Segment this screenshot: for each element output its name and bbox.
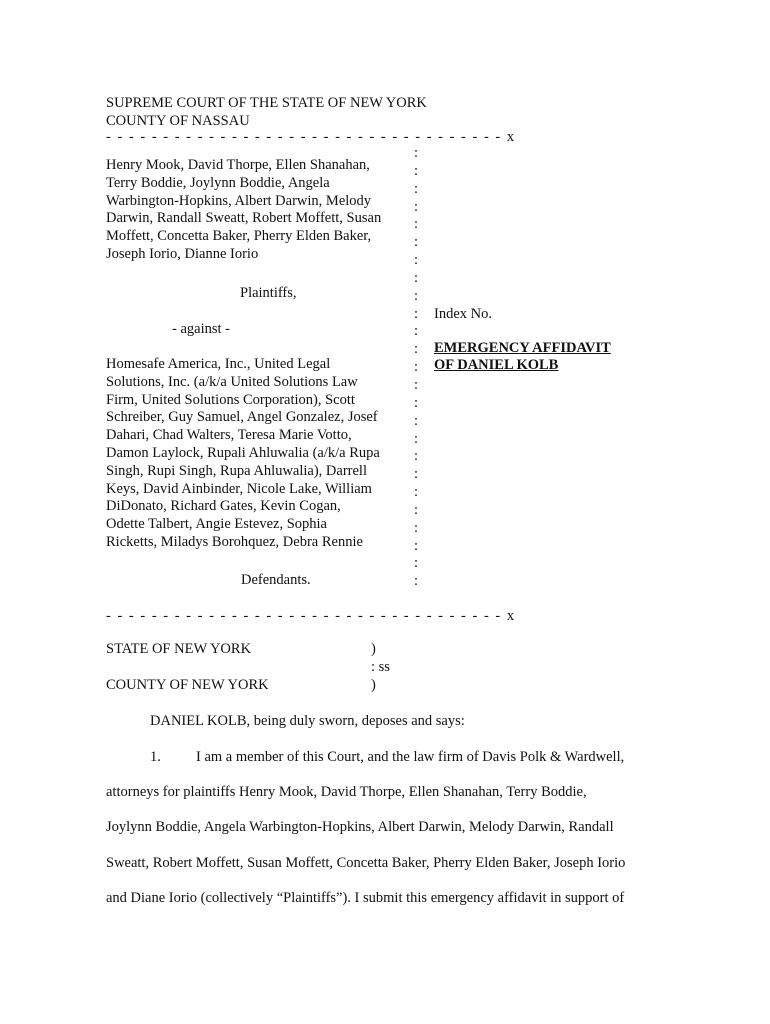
caption-colon: :	[414, 573, 419, 590]
paragraph-number: 1.	[150, 749, 161, 765]
plaintiffs-line: Terry Boddie, Joylynn Boddie, Angela	[106, 174, 330, 191]
caption-colon: :	[414, 519, 419, 536]
caption-colon: :	[414, 394, 419, 411]
caption-colon: :	[414, 430, 419, 447]
caption-colon: :	[414, 359, 419, 376]
plaintiffs-line: Joseph Iorio, Dianne Iorio	[106, 245, 259, 262]
plaintiffs-line: Darwin, Randall Sweatt, Robert Moffett, Susan	[106, 210, 382, 227]
caption-colon: :	[414, 252, 419, 269]
caption-colon: :	[414, 466, 419, 483]
defendants-line: Homesafe America, Inc., United Legal	[106, 356, 331, 372]
caption-divider-bottom: - - - - - - - - - - - - - - - - - - - - - - - - - - - - - - - - - - - x	[106, 608, 516, 624]
caption-colon: :	[414, 145, 419, 161]
caption-colon: :	[414, 198, 419, 215]
caption-colon: :	[414, 341, 419, 358]
caption-colon: :	[414, 234, 419, 251]
defendants-label: Defendants.	[241, 572, 311, 588]
caption-colon: :	[414, 555, 419, 572]
caption-colon: :	[414, 412, 419, 429]
caption-colon: :	[414, 376, 419, 393]
plaintiffs-label: Plaintiffs,	[240, 285, 297, 301]
caption-colon: :	[414, 269, 419, 286]
paragraph-line: and Diane Iorio (collectively “Plaintiffs”). I submit this emergency affidavit in support of	[106, 890, 625, 906]
defendants-line: Solutions, Inc. (a/k/a United Solutions Law	[106, 373, 358, 390]
plaintiffs-line: Henry Mook, David Thorpe, Ellen Shanahan,	[106, 157, 370, 173]
venue-county: COUNTY OF NEW YORK	[106, 677, 269, 693]
paragraph-line: Sweatt, Robert Moffett, Susan Moffett, Concetta Baker, Pherry Elden Baker, Joseph Iorio	[106, 855, 626, 871]
defendants-line: DiDonato, Richard Gates, Kevin Cogan,	[106, 498, 341, 515]
caption-divider-top: - - - - - - - - - - - - - - - - - - - - - - - - - - - - - - - - - - - x	[106, 129, 516, 145]
defendants-line: Dahari, Chad Walters, Teresa Marie Votto,	[106, 427, 352, 444]
defendants-line: Singh, Rupi Singh, Rupa Ahluwalia), Darrell	[106, 462, 367, 479]
defendants-line: Ricketts, Miladys Borohquez, Debra Rennie	[106, 533, 363, 550]
plaintiffs-names	[106, 157, 406, 264]
defendants-line: Odette Talbert, Angie Estevez, Sophia	[106, 516, 327, 533]
venue-paren-close: )	[371, 677, 376, 693]
caption-colon: :	[414, 216, 419, 233]
against-label: - against -	[172, 321, 230, 337]
plaintiffs-line: Moffett, Concetta Baker, Pherry Elden Baker,	[106, 228, 372, 245]
defendants-line: Firm, United Solutions Corporation), Scott	[106, 391, 355, 408]
court-county: COUNTY OF NASSAU	[106, 113, 250, 129]
venue-state: STATE OF NEW YORK	[106, 641, 252, 657]
paragraph-line: I am a member of this Court, and the law firm of Davis Polk & Wardwell,	[196, 749, 625, 765]
paragraph-line: Joylynn Boddie, Angela Warbington-Hopkins, Albert Darwin, Melody Darwin, Randall	[106, 819, 614, 835]
caption-colon: :	[414, 448, 419, 465]
caption-colon-column	[414, 145, 418, 591]
affidavit-intro: DANIEL KOLB, being duly sworn, deposes and says:	[150, 713, 465, 729]
caption-colon: :	[414, 305, 419, 322]
venue-paren-open: )	[371, 641, 376, 657]
caption-colon: :	[414, 484, 419, 501]
venue-ss: : ss	[371, 659, 390, 675]
index-number-label: Index No.	[434, 306, 492, 322]
caption-colon: :	[414, 180, 419, 197]
defendants-names	[106, 356, 406, 552]
document-title-line1: EMERGENCY AFFIDAVIT	[434, 340, 611, 356]
caption-colon: :	[414, 501, 419, 518]
defendants-line: Keys, David Ainbinder, Nicole Lake, William	[106, 480, 372, 497]
caption-colon: :	[414, 162, 419, 179]
document-title-line2: OF DANIEL KOLB	[434, 357, 559, 373]
caption-colon: :	[414, 287, 419, 304]
caption-colon: :	[414, 537, 419, 554]
plaintiffs-line: Warbington-Hopkins, Albert Darwin, Melody	[106, 192, 372, 209]
court-name: SUPREME COURT OF THE STATE OF NEW YORK	[106, 95, 427, 111]
caption-colon: :	[414, 323, 419, 340]
paragraph-line: attorneys for plaintiffs Henry Mook, David Thorpe, Ellen Shanahan, Terry Boddie,	[106, 784, 587, 800]
defendants-line: Damon Laylock, Rupali Ahluwalia (a/k/a Rupa	[106, 444, 380, 461]
defendants-line: Schreiber, Guy Samuel, Angel Gonzalez, Josef	[106, 409, 378, 426]
